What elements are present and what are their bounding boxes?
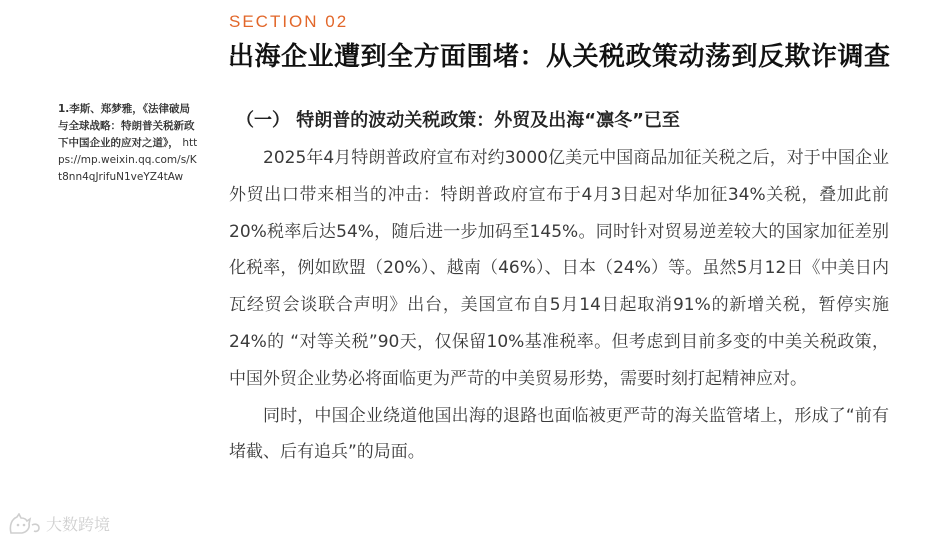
- article-body: [229, 140, 889, 471]
- footnote-text: 1.李斯、郑梦雅，《法律破局与全球战略：特朗普关税新政下中国企业的应对之道》，: [58, 103, 195, 149]
- page-title: 出海企业遭到全方面围堵：从关税政策动荡到反欺诈调查: [228, 42, 891, 72]
- paragraph: 2025年4月特朗普政府宣布对约3000亿美元中国商品加征关税之后，对于中国企业外贸出口带来相当的冲击：特朗普政府宣布于4月3日起对华加征34%关税，叠加此前20%税率后达54%，随后进一步加码至145%。同时针对贸易逆差较大的国家加征差别化税率，例如欧盟（20%）、越南（46%）、日本（24%）等。虽然5月12日《中美日内瓦经贸会谈联合声明》出台，美国宣布自5月14日起取消91%的新增关税，暂停实施24%的 “对等关税”90天，仅保留10%基准税率。但考虑到目前多变的中美关税政策，中国外贸企业势必将面临更为严苛的中美贸易形势，需要时刻打起精神应对。: [229, 148, 889, 389]
- watermark: [8, 512, 110, 535]
- section-subheading: （一） 特朗普的波动关税政策：外贸及出海“凛冬”已至: [236, 110, 680, 131]
- footnote-url[interactable]: https://mp.weixin.qq.com/s/Kt8nn4qJrifuN1veYZ4tAw: [58, 137, 198, 183]
- watermark-text: 大数跨境: [46, 515, 111, 534]
- cat-logo-icon: [8, 513, 42, 535]
- paragraph: 同时，中国企业绕道他国出海的退路也面临被更严苛的海关监管堵上，形成了“前有堵截、后有追兵”的局面。: [229, 405, 889, 463]
- section-label: SECTION 02: [229, 12, 349, 31]
- footnote: [58, 101, 198, 186]
